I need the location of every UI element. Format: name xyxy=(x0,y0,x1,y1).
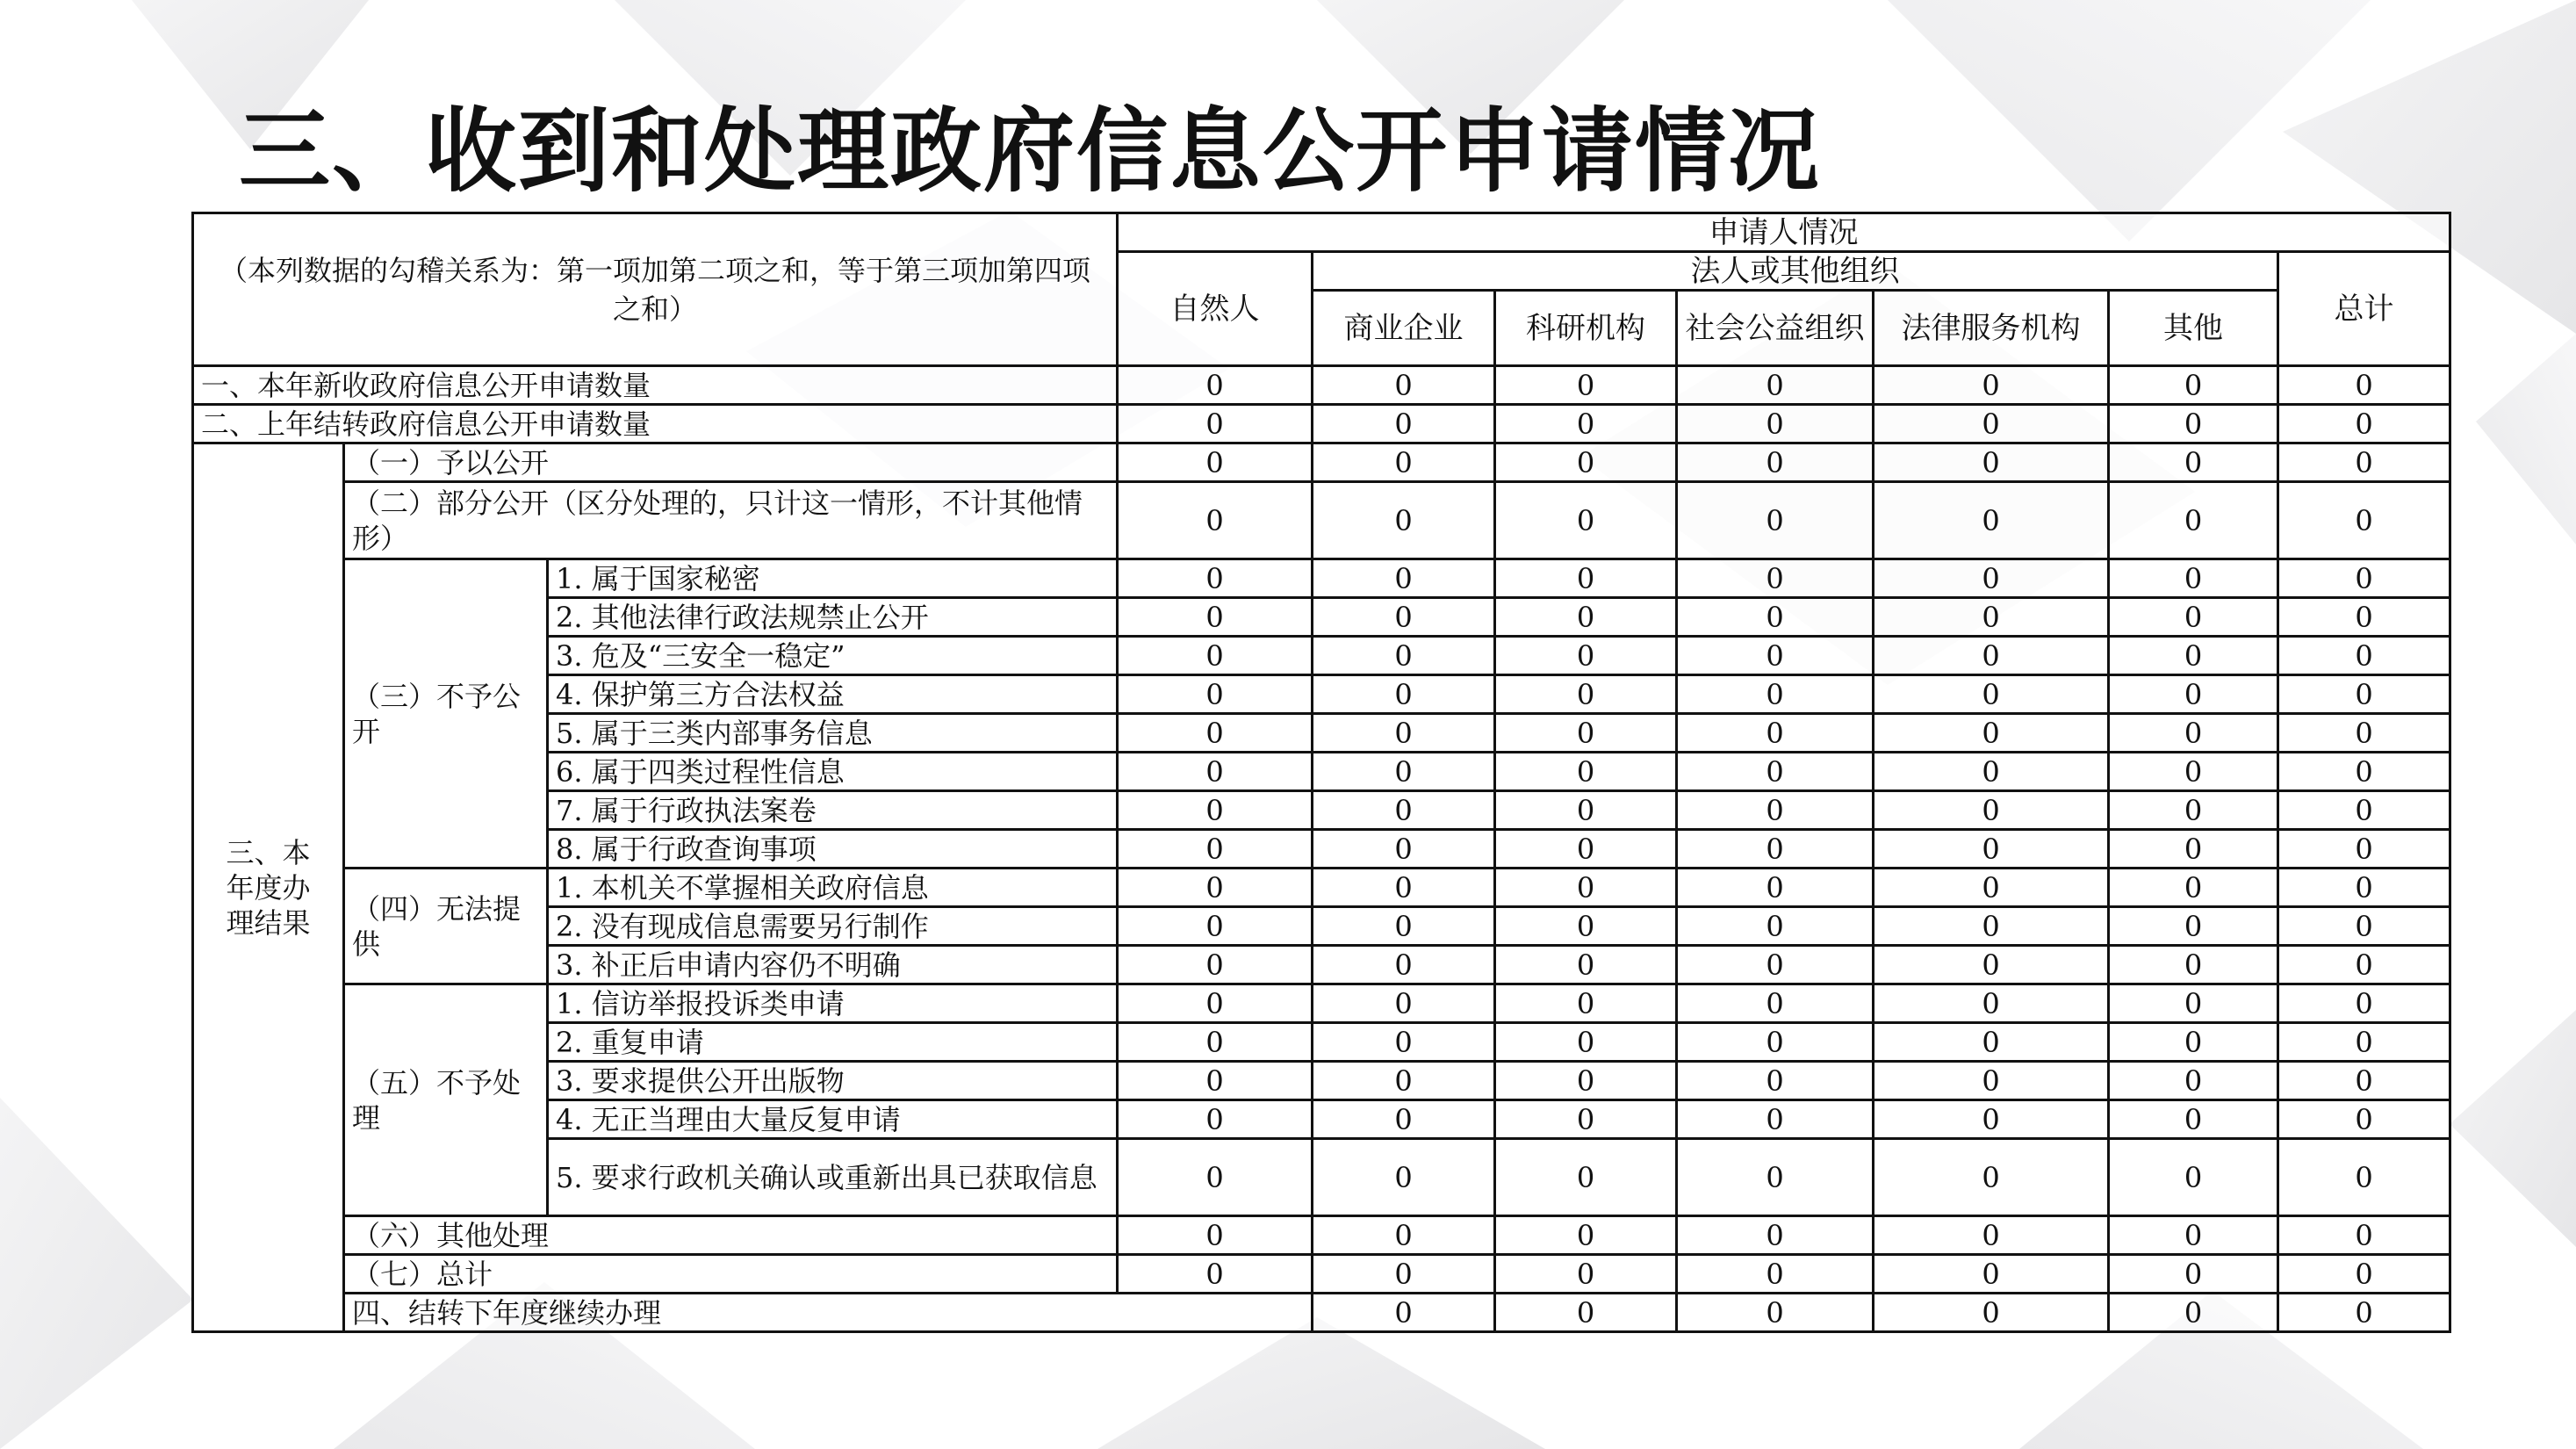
cell-value: 0 xyxy=(1313,482,1495,559)
header-legal-group: 法人或其他组织 xyxy=(1313,252,2278,291)
row-label: 2. 其他法律行政法规禁止公开 xyxy=(548,598,1118,637)
header-natural-person: 自然人 xyxy=(1118,252,1313,366)
cell-value: 0 xyxy=(2278,1100,2450,1139)
cell-value: 0 xyxy=(1313,1023,1495,1062)
table-row xyxy=(193,366,2450,405)
row-label: 2. 重复申请 xyxy=(548,1023,1118,1062)
row-label: 3. 危及“三安全一稳定” xyxy=(548,637,1118,675)
header-research: 科研机构 xyxy=(1495,291,1677,366)
cell-value: 0 xyxy=(1313,1294,1495,1332)
cell-value: 0 xyxy=(1677,1139,1874,1216)
cell-value: 0 xyxy=(1677,791,1874,830)
cell-value: 0 xyxy=(1874,366,2109,405)
cell-value: 0 xyxy=(1118,830,1313,869)
cell-value: 0 xyxy=(1495,984,1677,1023)
cell-value: 0 xyxy=(1874,907,2109,946)
table-row xyxy=(193,482,2450,559)
cell-value: 0 xyxy=(1495,366,1677,405)
cell-value: 0 xyxy=(1677,1255,1874,1294)
cell-value: 0 xyxy=(2278,1294,2450,1332)
cell-value: 0 xyxy=(2278,907,2450,946)
cell-value: 0 xyxy=(2278,482,2450,559)
cell-value: 0 xyxy=(2278,869,2450,907)
row-label: （七）总计 xyxy=(344,1255,1118,1294)
row-label: 一、本年新收政府信息公开申请数量 xyxy=(193,366,1118,405)
cell-value: 0 xyxy=(1495,1100,1677,1139)
cell-value: 0 xyxy=(1118,984,1313,1023)
header-other: 其他 xyxy=(2109,291,2278,366)
cell-value: 0 xyxy=(1118,1216,1313,1255)
cell-value: 0 xyxy=(1677,869,1874,907)
cell-value: 0 xyxy=(2109,984,2278,1023)
cell-value: 0 xyxy=(1313,1100,1495,1139)
cell-value: 0 xyxy=(1313,946,1495,984)
cell-value: 0 xyxy=(1118,1023,1313,1062)
cell-value: 0 xyxy=(1118,907,1313,946)
cell-value: 0 xyxy=(1874,869,2109,907)
cell-value: 0 xyxy=(1874,637,2109,675)
group-4-label: （四）无法提供 xyxy=(344,869,548,984)
cell-value: 0 xyxy=(1118,366,1313,405)
table-row xyxy=(193,869,2450,907)
cell-value: 0 xyxy=(1495,637,1677,675)
group-5-label: （五）不予处理 xyxy=(344,984,548,1216)
cell-value: 0 xyxy=(1874,1255,2109,1294)
statistics-table xyxy=(191,212,2451,1333)
row-label: 1. 属于国家秘密 xyxy=(548,559,1118,598)
cell-value: 0 xyxy=(1677,1100,1874,1139)
cell-value: 0 xyxy=(2109,443,2278,482)
cell-value: 0 xyxy=(1874,753,2109,791)
cell-value: 0 xyxy=(2109,753,2278,791)
cell-value: 0 xyxy=(2109,946,2278,984)
cell-value: 0 xyxy=(1495,405,1677,443)
cell-value: 0 xyxy=(1677,366,1874,405)
cell-value: 0 xyxy=(1313,1216,1495,1255)
row-label: 4. 无正当理由大量反复申请 xyxy=(548,1100,1118,1139)
cell-value: 0 xyxy=(1313,366,1495,405)
cell-value: 0 xyxy=(1313,559,1495,598)
cell-value: 0 xyxy=(1677,907,1874,946)
cell-value: 0 xyxy=(1313,984,1495,1023)
cell-value: 0 xyxy=(1118,791,1313,830)
cell-value: 0 xyxy=(1874,791,2109,830)
cell-value: 0 xyxy=(1677,1216,1874,1255)
cell-value: 0 xyxy=(2109,1255,2278,1294)
cell-value: 0 xyxy=(2109,1216,2278,1255)
cell-value: 0 xyxy=(1118,1139,1313,1216)
cell-value: 0 xyxy=(1874,1062,2109,1100)
cell-value: 0 xyxy=(1495,1294,1677,1332)
row-label: 4. 保护第三方合法权益 xyxy=(548,675,1118,714)
cell-value: 0 xyxy=(1677,1294,1874,1332)
cell-value: 0 xyxy=(1495,907,1677,946)
cell-value: 0 xyxy=(1874,559,2109,598)
cell-value: 0 xyxy=(2278,637,2450,675)
cell-value: 0 xyxy=(1495,675,1677,714)
row-label: 6. 属于四类过程性信息 xyxy=(548,753,1118,791)
row-label: 1. 信访举报投诉类申请 xyxy=(548,984,1118,1023)
cell-value: 0 xyxy=(1874,482,2109,559)
cell-value: 0 xyxy=(2278,443,2450,482)
cell-value: 0 xyxy=(2109,791,2278,830)
cell-value: 0 xyxy=(1118,675,1313,714)
cell-value: 0 xyxy=(1313,1255,1495,1294)
cell-value: 0 xyxy=(1677,984,1874,1023)
row-label: （一）予以公开 xyxy=(344,443,1118,482)
cell-value: 0 xyxy=(1874,1216,2109,1255)
cell-value: 0 xyxy=(2109,559,2278,598)
cell-value: 0 xyxy=(1874,405,2109,443)
cell-value: 0 xyxy=(2278,1139,2450,1216)
row-label: 四、结转下年度继续办理 xyxy=(344,1294,1313,1332)
cell-value: 0 xyxy=(1677,1062,1874,1100)
page-title: 三、收到和处理政府信息公开申请情况 xyxy=(239,97,1822,205)
row-label: 3. 补正后申请内容仍不明确 xyxy=(548,946,1118,984)
row-label: （六）其他处理 xyxy=(344,1216,1118,1255)
cell-value: 0 xyxy=(1874,598,2109,637)
row-label: 1. 本机关不掌握相关政府信息 xyxy=(548,869,1118,907)
row-label: （二）部分公开（区分处理的，只计这一情形，不计其他情形） xyxy=(344,482,1118,559)
cell-value: 0 xyxy=(1118,869,1313,907)
cell-value: 0 xyxy=(1118,443,1313,482)
cell-value: 0 xyxy=(2278,946,2450,984)
cell-value: 0 xyxy=(2109,714,2278,753)
cell-value: 0 xyxy=(1677,714,1874,753)
cell-value: 0 xyxy=(1677,1023,1874,1062)
table-row xyxy=(193,1294,2450,1332)
cell-value: 0 xyxy=(1313,714,1495,753)
cell-value: 0 xyxy=(1495,1062,1677,1100)
cell-value: 0 xyxy=(2278,1023,2450,1062)
cell-value: 0 xyxy=(2109,405,2278,443)
cell-value: 0 xyxy=(1677,637,1874,675)
row-label: 3. 要求提供公开出版物 xyxy=(548,1062,1118,1100)
cell-value: 0 xyxy=(1874,1294,2109,1332)
cell-value: 0 xyxy=(1495,714,1677,753)
cell-value: 0 xyxy=(2109,1100,2278,1139)
statistics-table-wrapper xyxy=(191,212,2449,1333)
cell-value: 0 xyxy=(1313,637,1495,675)
cell-value: 0 xyxy=(1313,598,1495,637)
cell-value: 0 xyxy=(1118,1100,1313,1139)
cell-value: 0 xyxy=(1874,714,2109,753)
cell-value: 0 xyxy=(1313,869,1495,907)
cell-value: 0 xyxy=(1118,559,1313,598)
cell-value: 0 xyxy=(2109,1023,2278,1062)
cell-value: 0 xyxy=(1874,1100,2109,1139)
group-3-label: （三）不予公开 xyxy=(344,559,548,869)
cell-value: 0 xyxy=(2278,714,2450,753)
cell-value: 0 xyxy=(2278,1062,2450,1100)
cell-value: 0 xyxy=(1874,1023,2109,1062)
row-label: 8. 属于行政查询事项 xyxy=(548,830,1118,869)
cell-value: 0 xyxy=(2109,598,2278,637)
table-row xyxy=(193,559,2450,598)
header-legal-service: 法律服务机构 xyxy=(1874,291,2109,366)
cell-value: 0 xyxy=(1118,1255,1313,1294)
cell-value: 0 xyxy=(2109,675,2278,714)
cell-value: 0 xyxy=(2278,598,2450,637)
cell-value: 0 xyxy=(1495,443,1677,482)
cell-value: 0 xyxy=(1313,791,1495,830)
cell-value: 0 xyxy=(1677,753,1874,791)
cell-value: 0 xyxy=(1118,714,1313,753)
cell-value: 0 xyxy=(1313,1139,1495,1216)
cell-value: 0 xyxy=(1874,830,2109,869)
cell-value: 0 xyxy=(2278,675,2450,714)
cell-value: 0 xyxy=(1495,830,1677,869)
cell-value: 0 xyxy=(2109,366,2278,405)
cell-value: 0 xyxy=(1495,598,1677,637)
cell-value: 0 xyxy=(1677,482,1874,559)
cell-value: 0 xyxy=(1677,830,1874,869)
cell-value: 0 xyxy=(1495,1023,1677,1062)
cell-value: 0 xyxy=(1313,907,1495,946)
cell-value: 0 xyxy=(1495,753,1677,791)
cell-value: 0 xyxy=(2109,830,2278,869)
cell-value: 0 xyxy=(2109,869,2278,907)
cell-value: 0 xyxy=(1677,405,1874,443)
cell-value: 0 xyxy=(2278,1216,2450,1255)
cell-value: 0 xyxy=(1118,482,1313,559)
cell-value: 0 xyxy=(1313,443,1495,482)
cell-value: 0 xyxy=(1874,1139,2109,1216)
cell-value: 0 xyxy=(2109,907,2278,946)
header-social: 社会公益组织 xyxy=(1677,291,1874,366)
header-note: （本列数据的勾稽关系为：第一项加第二项之和，等于第三项加第四项之和） xyxy=(193,213,1118,366)
cell-value: 0 xyxy=(2278,753,2450,791)
cell-value: 0 xyxy=(1118,1062,1313,1100)
cell-value: 0 xyxy=(2109,482,2278,559)
cell-value: 0 xyxy=(1118,598,1313,637)
section-3-label: 三、本年度办理结果 xyxy=(193,443,344,1332)
cell-value: 0 xyxy=(1495,1139,1677,1216)
cell-value: 0 xyxy=(2109,637,2278,675)
cell-value: 0 xyxy=(1313,1062,1495,1100)
row-label: 5. 要求行政机关确认或重新出具已获取信息 xyxy=(548,1139,1118,1216)
table-row xyxy=(193,984,2450,1023)
cell-value: 0 xyxy=(2278,559,2450,598)
cell-value: 0 xyxy=(1495,1255,1677,1294)
header-total: 总计 xyxy=(2278,252,2450,366)
cell-value: 0 xyxy=(1874,443,2109,482)
cell-value: 0 xyxy=(2109,1062,2278,1100)
cell-value: 0 xyxy=(1118,753,1313,791)
table-row xyxy=(193,405,2450,443)
cell-value: 0 xyxy=(1677,598,1874,637)
cell-value: 0 xyxy=(1313,405,1495,443)
cell-value: 0 xyxy=(1495,869,1677,907)
cell-value: 0 xyxy=(1313,753,1495,791)
cell-value: 0 xyxy=(1495,482,1677,559)
cell-value: 0 xyxy=(1118,405,1313,443)
cell-value: 0 xyxy=(1313,830,1495,869)
header-applicant: 申请人情况 xyxy=(1118,213,2450,252)
cell-value: 0 xyxy=(1874,675,2109,714)
cell-value: 0 xyxy=(2109,1294,2278,1332)
row-label: 2. 没有现成信息需要另行制作 xyxy=(548,907,1118,946)
cell-value: 0 xyxy=(2109,1139,2278,1216)
cell-value: 0 xyxy=(1677,675,1874,714)
table-row xyxy=(193,1255,2450,1294)
table-row xyxy=(193,443,2450,482)
cell-value: 0 xyxy=(1313,675,1495,714)
cell-value: 0 xyxy=(1495,791,1677,830)
cell-value: 0 xyxy=(2278,984,2450,1023)
cell-value: 0 xyxy=(1874,946,2109,984)
cell-value: 0 xyxy=(2278,830,2450,869)
cell-value: 0 xyxy=(1495,1216,1677,1255)
cell-value: 0 xyxy=(1495,946,1677,984)
header-business: 商业企业 xyxy=(1313,291,1495,366)
cell-value: 0 xyxy=(1118,637,1313,675)
cell-value: 0 xyxy=(2278,405,2450,443)
table-row xyxy=(193,1216,2450,1255)
cell-value: 0 xyxy=(2278,791,2450,830)
cell-value: 0 xyxy=(1495,559,1677,598)
cell-value: 0 xyxy=(1118,946,1313,984)
row-label: 二、上年结转政府信息公开申请数量 xyxy=(193,405,1118,443)
cell-value: 0 xyxy=(2278,366,2450,405)
row-label: 7. 属于行政执法案卷 xyxy=(548,791,1118,830)
row-label: 5. 属于三类内部事务信息 xyxy=(548,714,1118,753)
cell-value: 0 xyxy=(1874,984,2109,1023)
cell-value: 0 xyxy=(1677,946,1874,984)
cell-value: 0 xyxy=(2278,1255,2450,1294)
cell-value: 0 xyxy=(1677,443,1874,482)
cell-value: 0 xyxy=(1677,559,1874,598)
